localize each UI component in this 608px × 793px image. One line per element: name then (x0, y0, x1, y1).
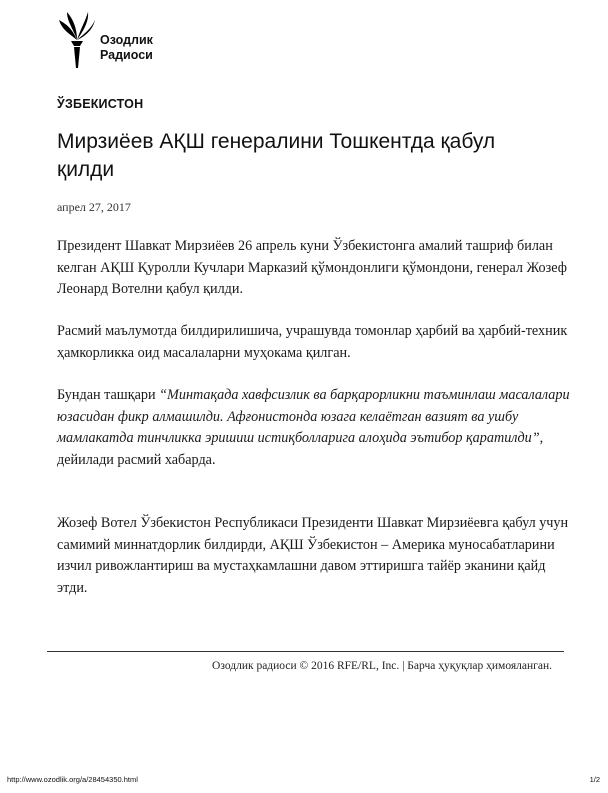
article-paragraph-4: Жозеф Вотел Ўзбекистон Республикаси Президенти Шавкат Мирзиёевга қабул учун самимий миннатдорлик билдирди, АҚШ Ўзбекистон – Америка муносабатларини изчил ривожлантириш ва мустаҳкамлашни давом эттиришга тайёр эканини қайд этди. (57, 515, 569, 596)
page-url: http://www.ozodlik.org/a/28454350.html (7, 775, 138, 784)
logo-wordmark (100, 33, 153, 63)
paragraph-3-quote: “Минтақада хавфсизлик ва барқарорликни таъминлаш масалалари юзасидан фикр алмашилди. Афғонистонда юзага келаётган вазият ва ушбу мамлакатда тинчликка эришиш истиқболларига алоҳида эътибор қаратилди” (57, 387, 570, 446)
site-logo[interactable] (57, 10, 177, 72)
torch-flame-logo-icon (57, 10, 97, 70)
copyright-notice: Озодлик радиоси © 2016 RFE/RL, Inc. | Барча ҳуқуқлар ҳимояланган. (212, 660, 552, 672)
section-label[interactable]: ЎЗБЕКИСТОН (57, 97, 144, 111)
article-paragraph-1: Президент Шавкат Мирзиёев 26 апрель куни Ўзбекистонга амалий ташриф билан келган АҚШ Қуролли Кучлари Марказий қўмондонлиги қўмондони, генерал Жозеф Леонард Вотелни қабул қилди. (57, 238, 567, 297)
article-paragraph-3 (57, 385, 577, 471)
logo-line-2: Радиоси (100, 48, 153, 62)
article-paragraph-2: Расмий маълумотда билдирилишича, учрашувда томонлар ҳарбий ва ҳарбий-техник ҳамкорликка оид масалаларни муҳокама қилган. (57, 323, 568, 361)
article-date: апрел 27, 2017 (57, 200, 131, 214)
footer-divider (47, 651, 564, 652)
paragraph-3-lead: Бундан ташқари (57, 387, 160, 403)
logo-line-1: Озодлик (100, 33, 153, 47)
page-number: 1/2 (589, 775, 600, 784)
article-title: Мирзиёев АҚШ генералини Тошкентда қабул қилди (57, 130, 496, 181)
paragraph-3-tail: , дейилади расмий хабарда. (57, 430, 544, 468)
